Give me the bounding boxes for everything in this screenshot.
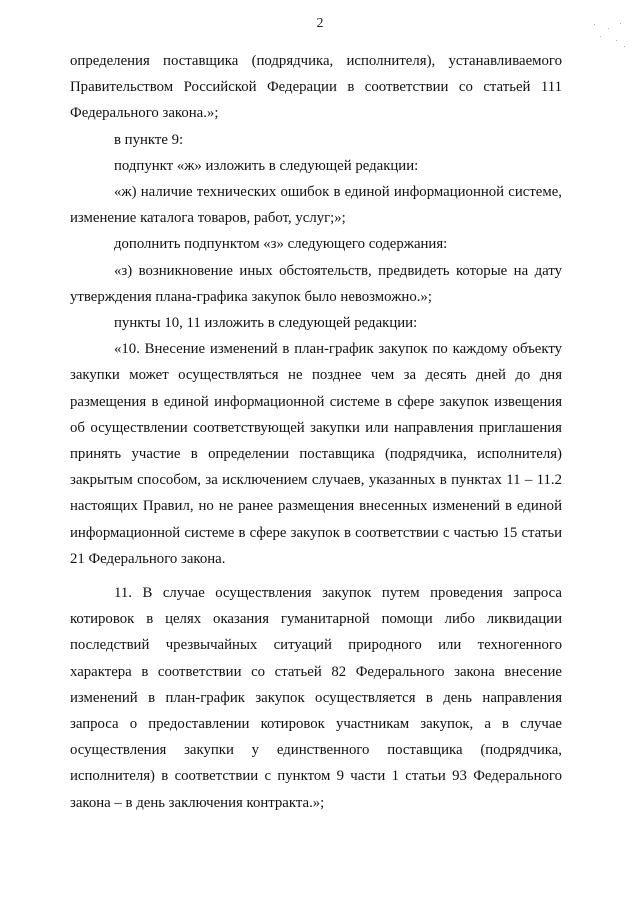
document-body (70, 48, 562, 816)
paragraph-gap (70, 572, 562, 580)
paragraph-6: «з) возникновение иных обстоятельств, предвидеть которые на дату утверждения плана-графика закупок было невозможно.»; (70, 262, 562, 305)
scan-specks (590, 22, 626, 52)
paragraph-9: 11. В случае осуществления закупок путем проведения запроса котировок в целях оказания гуманитарной помощи либо ликвидации последствий чрезвычайных ситуаций природного или техногенного характера в соответствии со статьей 82 Федерального закона внесение изменений в план-график закупок осуществляется в день направления запроса о предоставлении котировок участникам закупок, а в случае осуществления закупки у единственного поставщика (подрядчика, исполнителя) в соответствии с пунктом 9 части 1 статьи 93 Федерального закона – в день заключения контракта.»; (70, 585, 562, 811)
paragraph-2: в пункте 9: (114, 131, 184, 148)
paragraph-3: подпункт «ж» изложить в следующей редакции: (114, 157, 419, 174)
paragraph-4: «ж) наличие технических ошибок в единой информационной системе, изменение каталога товаров, работ, услуг;»; (70, 184, 562, 227)
page-number: 2 (316, 16, 324, 31)
paragraph-5: дополнить подпунктом «з» следующего содержания: (114, 236, 448, 253)
paragraph-1: определения поставщика (подрядчика, исполнителя), устанавливаемого Правительством Российской Федерации в соответствии со статьей 111 Федерального закона.»; (70, 53, 562, 122)
paragraph-7: пункты 10, 11 изложить в следующей редакции: (114, 315, 418, 332)
paragraph-8: «10. Внесение изменений в план-график закупок по каждому объекту закупки может осуществляться не позднее чем за десять дней до дня размещения в единой информационной системе в сфере закупок извещения об осуществлении соответствующей закупки или направления приглашения принять участие в определении поставщика (подрядчика, исполнителя) закрытым способом, за исключением случаев, указанных в пунктах 11 – 11.2 настоящих Правил, но не ранее размещения внесенных изменений в единой информационной системе в сфере закупок в соответствии с частью 15 статьи 21 Федерального закона. (70, 341, 562, 567)
